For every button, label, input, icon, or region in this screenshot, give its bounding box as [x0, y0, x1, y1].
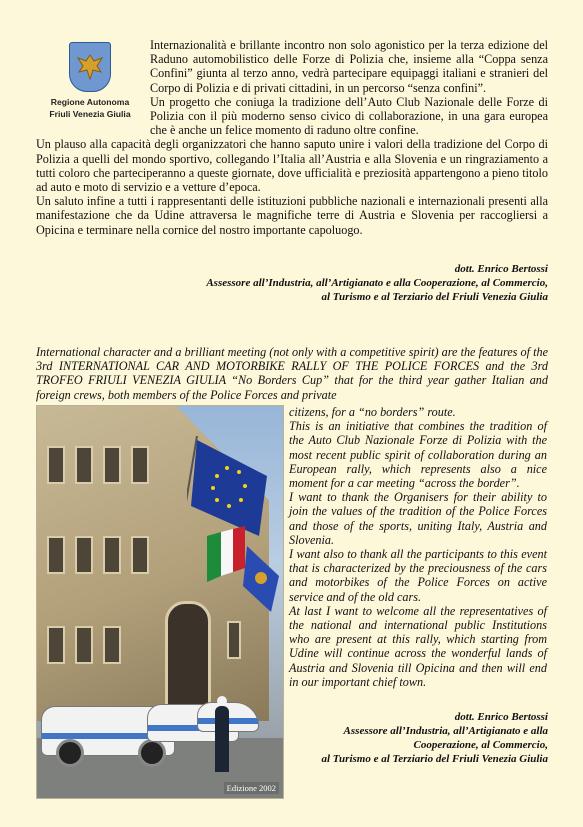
- english-side-text: [289, 405, 547, 689]
- wheel: [56, 739, 84, 767]
- signature-title-line2: al Turismo e al Terziario del Friuli Venezia Giulia: [321, 291, 548, 303]
- signature-name: dott. Enrico Bertossi: [454, 263, 548, 275]
- window: [75, 626, 93, 664]
- region-logo: [36, 38, 144, 124]
- italian-paragraph: Internazionalità e brillante incontro non solo agonistico per la terza edizione del Raduno automobilistico delle Forze di Polizia che, insieme alla “Coppa senza Confini” giunta al terzo anno, vedrà partecipare equipaggi italiani e stranieri del Corpo di Polizia e di privati cittadini, in un percorso “senza confini”.: [150, 38, 548, 95]
- english-paragraph: This is an initiative that combines the tradition of the Auto Club Nazionale Forze di Polizia with the most recent public spirit of collaboration during an European rally, which represents also a nice moment for a car meeting “across the border”.: [289, 419, 547, 491]
- italian-paragraph: Un plauso alla capacità degli organizzatori che hanno saputo unire i valori della tradizione del Corpo di Polizia a quelli del mondo sportivo, collegando l’Italia all’Austria e alla Slovenia e un ringraziamento a tutti coloro che parteciperanno a queste giornate, dove ufficialità e preziosità appartengono a pieno titolo ad auto e moto di servizio e a vetture d’epoca.: [36, 137, 548, 195]
- signature-title-line1: Assessore all’Industria, all’Artigianato e alla Cooperazione, al Commercio,: [206, 277, 548, 289]
- photo-caption: Edizione 2002: [224, 782, 279, 794]
- italian-paragraph: Un saluto infine a tutti i rappresentanti delle istituzioni pubbliche nazionali e internazionali presenti alla manifestazione che da Udine attraversa le magnifiche terre di Austria e Slovenia per raccogliersi a Opicina e terminare nella cornice del nostro importante capoluogo.: [36, 194, 548, 237]
- english-paragraph: I want to thank the Organisers for their ability to join the values of the tradition of the Police Forces and those of the sports, uniting Italy, Austria and Slovenia.: [289, 490, 547, 547]
- window: [103, 626, 121, 664]
- window: [131, 536, 149, 574]
- english-signature: [286, 710, 548, 766]
- italian-signature: [68, 262, 548, 304]
- window: [227, 621, 241, 659]
- wheel: [138, 739, 166, 767]
- window: [103, 536, 121, 574]
- english-paragraph: I want also to thank all the participants to this event that is characterized by the preciousness of the cars and motorbikes of the Police Forces on active service and of the old cars.: [289, 547, 547, 604]
- italian-paragraph: Un progetto che coniuga la tradizione dell’Auto Club Nazionale delle Forze di Polizia con il più moderno senso civico di collaborazione, in una gara europea che è anche un felice momento di raduno oltre confine.: [150, 94, 548, 138]
- english-paragraph: At last I want to welcome all the representatives of the national and international public Institutions who are present at this rally, which starting from Udine will continue across the wonderful lands of Austria and Slovenia till Opicina and then will end in our important chief town.: [289, 603, 547, 689]
- window: [47, 626, 65, 664]
- window: [103, 446, 121, 484]
- english-paragraph: citizens, for a “no borders” route.: [289, 405, 456, 419]
- signature-title-line1: Assessore all’Industria, all’Artigianato e alla: [343, 725, 548, 737]
- english-intro: International character and a brilliant meeting (not only with a competitive spirit) are the features of the 3rd INTERNATIONAL CAR AND MOTORBIKE RALLY OF THE POLICE FORCES and the 3rd TROFEO FRIULI VENEZIA GIULIA “No Borders Cup” that for the third year gather Italian and foreign crews, both members of the Police Forces and private: [36, 345, 548, 402]
- officer-head: [217, 696, 227, 706]
- window: [75, 536, 93, 574]
- italian-section: [36, 38, 548, 237]
- signature-name: dott. Enrico Bertossi: [454, 711, 548, 723]
- signature-title-line3: al Turismo e al Terziario del Friuli Venezia Giulia: [321, 753, 548, 765]
- flags-icon: [187, 436, 283, 616]
- region-label-line1: Regione Autonoma: [50, 97, 130, 107]
- window: [75, 446, 93, 484]
- eagle-crest-icon: [69, 42, 111, 92]
- region-label-line2: Friuli Venezia Giulia: [49, 109, 131, 119]
- signature-title-line2: Cooperazione, al Commercio,: [413, 739, 548, 751]
- window: [47, 446, 65, 484]
- palace-photo: [36, 405, 284, 799]
- window: [47, 536, 65, 574]
- officer-figure: [215, 706, 229, 772]
- window: [131, 446, 149, 484]
